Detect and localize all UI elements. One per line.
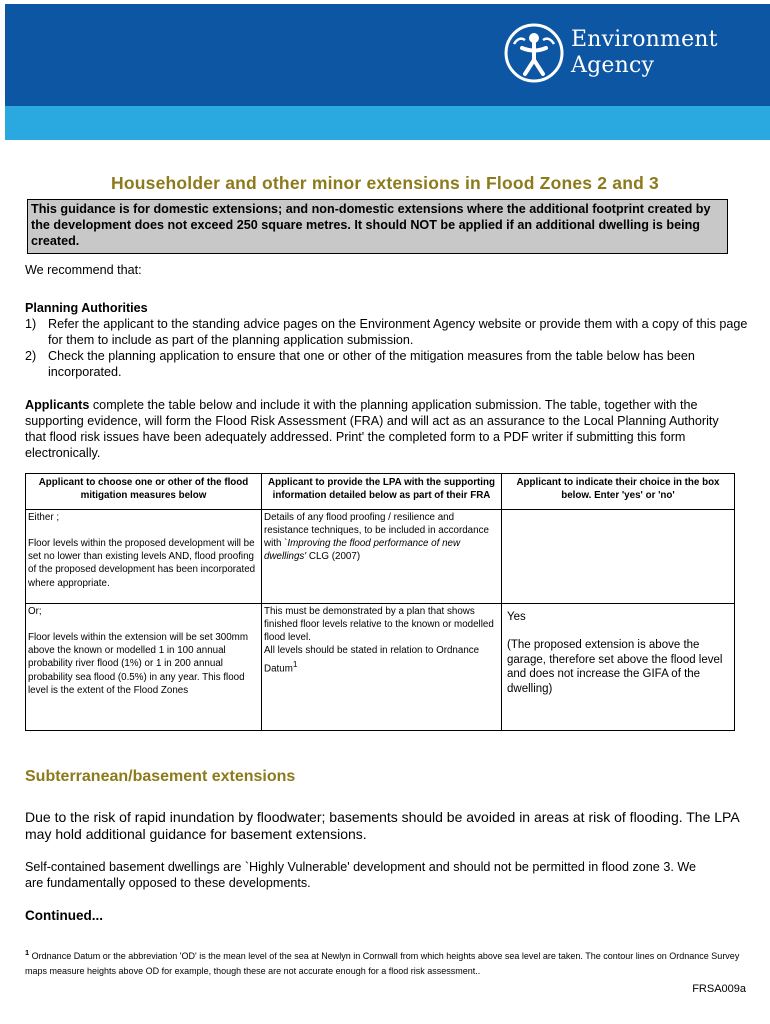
continued-text: Continued... <box>25 908 103 923</box>
footnote-text: Ordnance Datum or the abbreviation 'OD' is the mean level of the sea at Newlyn in Cornwall from which heights above sea level are taken. The contour lines on Ordnance Survey maps measure heights above OD for example, though these are not accurate enough for a flood risk assessment.. <box>25 951 740 976</box>
footnote-ref: 1 <box>292 659 298 669</box>
planning-heading: Planning Authorities <box>25 301 148 315</box>
table-row <box>26 603 735 730</box>
choice-input-cell[interactable] <box>502 603 735 730</box>
recommend-text: We recommend that: <box>25 263 142 277</box>
list-item: Check the planning application to ensure that one or other of the mitigation measures from the table below has been incorporated. <box>48 349 695 379</box>
table-cell <box>262 509 502 603</box>
choice-input-cell[interactable] <box>502 509 735 603</box>
footnote-number: 1 <box>25 948 30 957</box>
basement-paragraph: Due to the risk of rapid inundation by floodwater; basements should be avoided in areas at risk of flooding. The LPA may hold additional guidance for basement extensions. <box>25 809 739 842</box>
table-header: Applicant to choose one or other of the flood mitigation measures below <box>26 474 262 510</box>
cell-text <box>264 644 499 675</box>
list-number: 2) <box>25 349 37 363</box>
table-cell <box>26 509 262 603</box>
list-item: Refer the applicant to the standing advice pages on the Environment Agency website or provide them with a copy of this page for them to include as part of the planning application submission. <box>48 317 748 347</box>
basement-heading: Subterranean/basement extensions <box>25 768 296 785</box>
basement-paragraph-2: Self-contained basement dwellings are `Highly Vulnerable' development and should not be permitted in flood zone 3. We are fundamentally opposed to these developments. <box>25 860 696 890</box>
cell-either: Either ; <box>28 511 60 523</box>
table-header-row <box>26 474 735 510</box>
cell-text: Floor levels within the extension will be set 300mm above the known or modelled 1 in 100 annual probability river flood (1%) or 1 in 200 annual probability sea flood (0.5%) in any year. This flood level is the extent of the Flood Zones <box>28 631 248 697</box>
table-cell <box>262 603 502 730</box>
header-band <box>5 106 770 140</box>
table-cell <box>26 603 262 730</box>
footnote <box>25 945 745 979</box>
cell-italic: Improving the flood performance of new dwellings' <box>264 538 461 563</box>
cell-or: Or; <box>28 605 42 617</box>
choice-note: (The proposed extension is above the garage, therefore set above the flood level and does not increase the GIFA of the dwelling) <box>507 639 723 695</box>
logo-text <box>571 27 718 79</box>
cell-text: All levels should be stated in relation to Ordnance Datum <box>264 645 480 675</box>
cell-text: This must be demonstrated by a plan that shows finished floor levels relative to the known or modelled flood level. <box>264 605 494 644</box>
logo-line2: Agency <box>571 53 655 78</box>
planning-list <box>0 316 748 380</box>
table-row <box>26 509 735 603</box>
choice-value: Yes <box>507 610 526 623</box>
applicants-paragraph <box>25 397 737 461</box>
applicants-bold: Applicants <box>25 398 90 412</box>
list-number: 1) <box>25 317 37 331</box>
form-code: FRSA009a <box>692 983 746 995</box>
cell-text: CLG (2007) <box>306 551 361 563</box>
cell-text: Floor levels within the proposed development will be set no lower than existing levels AND, flood proofing of the proposed development has been incorporated where appropriate. <box>28 537 256 589</box>
logo-line1: Environment <box>571 27 718 52</box>
table-header: Applicant to indicate their choice in the box below. Enter 'yes' or 'no' <box>502 474 735 510</box>
applicants-text: complete the table below and include it with the planning application submission. The table, together with the supporting evidence, will form the Flood Risk Assessment (FRA) and will act as an assurance to the Local Planning Authority that flood risk issues have been adequately addressed. Print' the completed form to a PDF writer if submitting this form electronically. <box>25 398 719 460</box>
environment-agency-logo-icon <box>503 22 565 84</box>
guidance-box: This guidance is for domestic extensions; and non-domestic extensions where the additional footprint created by the development does not exceed 250 square metres. It should NOT be applied if an additional dwelling is being created. <box>27 199 728 254</box>
cell-text: Details of any flood proofing / resilience and resistance techniques, to be included in accordance with ` <box>264 511 489 550</box>
mitigation-table <box>25 473 735 731</box>
table-header: Applicant to provide the LPA with the supporting information detailed below as part of their FRA <box>262 474 502 510</box>
page-title: Householder and other minor extensions in Flood Zones 2 and 3 <box>111 173 659 193</box>
